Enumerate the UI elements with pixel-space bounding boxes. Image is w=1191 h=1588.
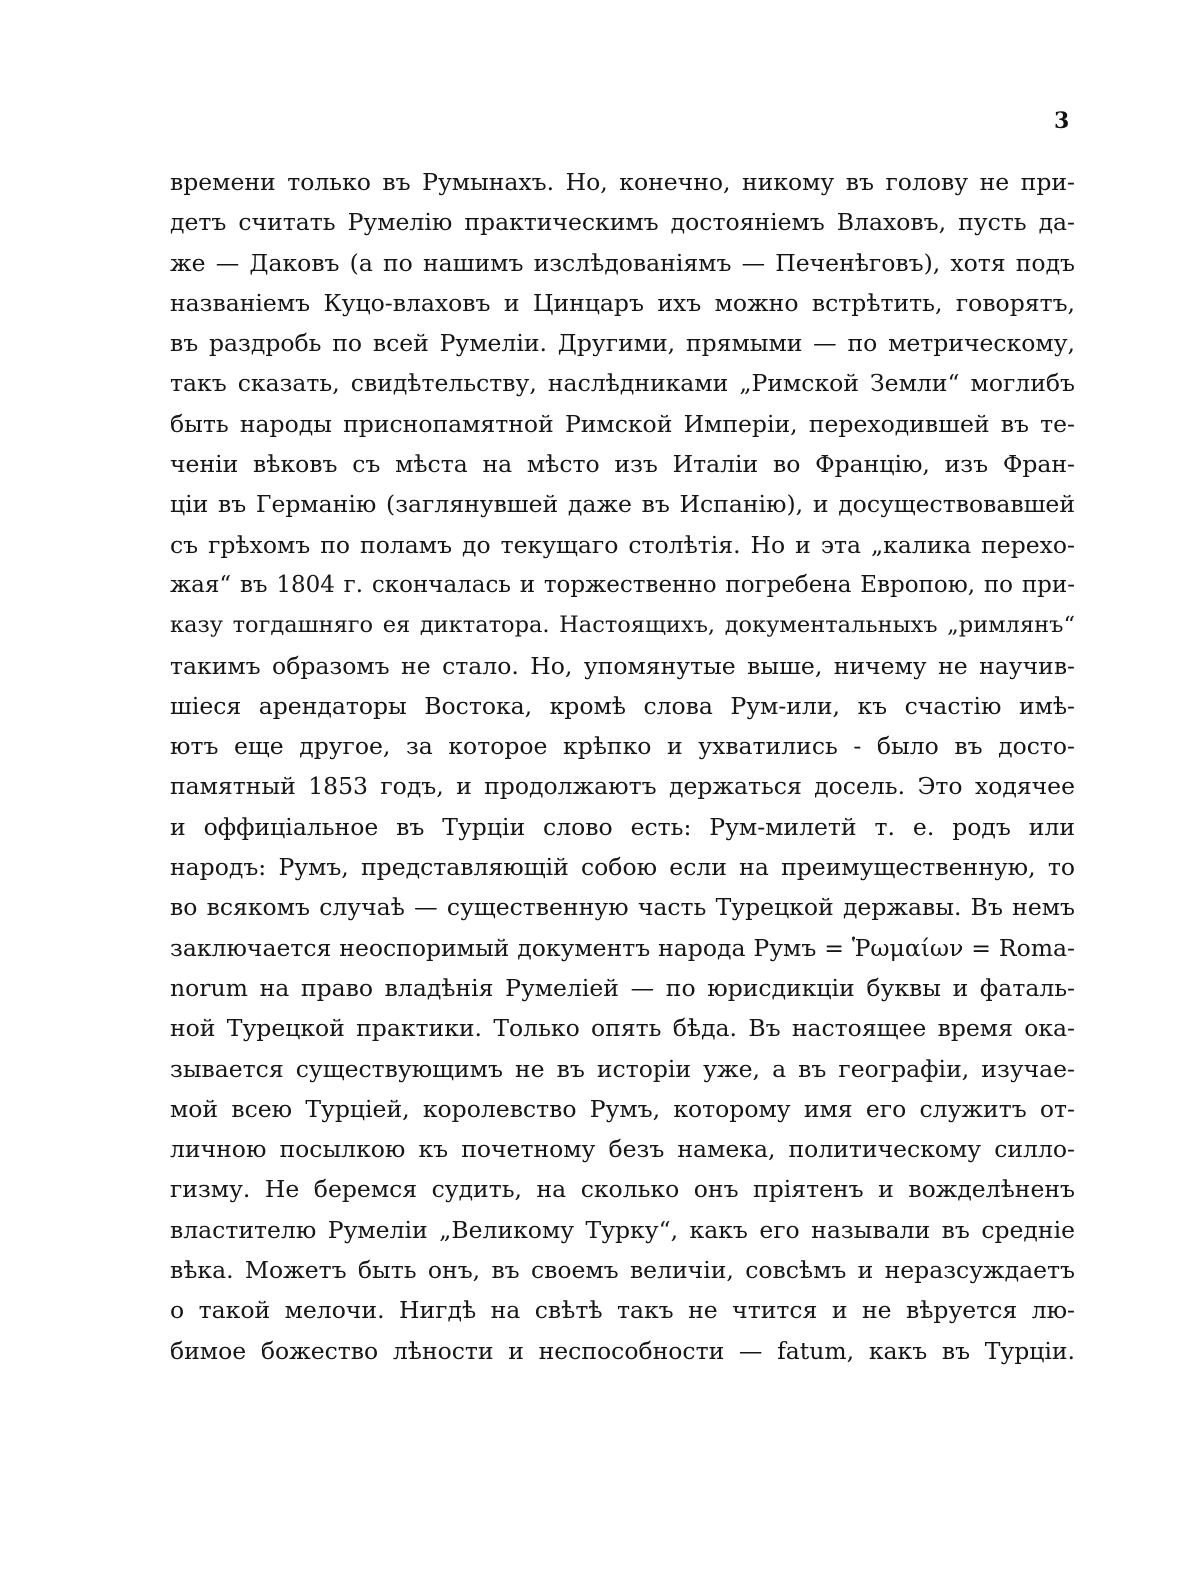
text-line: заключается неоспоримый документъ народа Румъ = Ῥωμαίων = Roma-	[170, 933, 1075, 962]
text-line: жая“ въ 1804 г. скончалась и торжественно погребена Европою, по при-	[170, 571, 1075, 598]
text-line: съ грѣхомъ по поламъ до текущаго столѣтія. Но и эта „калика перехо-	[170, 530, 1075, 559]
text-line: названіемъ Куцо-влаховъ и Цинцаръ ихъ можно встрѣтить, говорятъ,	[170, 288, 1075, 317]
body-text	[170, 162, 1075, 1371]
text-line: детъ считать Румелію практическимъ достояніемъ Влаховъ, пусть да-	[170, 208, 1075, 237]
text-line: ной Турецкой практики. Только опять бѣда. Въ настоящее время ока-	[170, 1014, 1075, 1043]
text-line: ціи въ Германію (заглянувшей даже въ Испанію), и досуществовавшей	[170, 490, 1075, 519]
text-line: въ раздробь по всей Румеліи. Другими, прямыми — по метрическому,	[170, 329, 1075, 358]
text-line: шіеся арендаторы Востока, кромѣ слова Рум-или, къ счастію имѣ-	[170, 691, 1075, 720]
text-line: времени только въ Румынахъ. Но, конечно, никому въ голову не при-	[170, 168, 1075, 196]
text-line: ютъ еще другое, за которое крѣпко и ухватились - было въ достo-	[170, 732, 1075, 761]
text-line: народъ: Румъ, представляющій собою если на преимущественную, то	[170, 853, 1075, 882]
text-line: личною посылкою къ почетному безъ намека, политическому силло-	[170, 1135, 1075, 1164]
text-line: ченіи вѣковъ съ мѣста на мѣсто изъ Италіи во Францію, изъ Фран-	[170, 450, 1075, 479]
text-line: norum на право владѣнія Румеліей — по юрисдикціи буквы и фаталь-	[170, 973, 1075, 1002]
text-line: о такой мелочи. Нигдѣ на свѣтѣ такъ не чтится и не вѣруется лю-	[170, 1296, 1075, 1325]
text-line: такъ сказать, свидѣтельству, наслѣдниками „Римской Земли“ моглибъ	[170, 369, 1075, 398]
text-line: бимое божество лѣности и неспособности — fatum, какъ въ Турціи.	[170, 1336, 1075, 1365]
text-line: и оффиціальное въ Турціи слово есть: Рум-милетй т. е. родъ или	[170, 812, 1075, 841]
text-line: памятный 1853 годъ, и продолжаютъ держаться досель. Это ходячее	[170, 772, 1075, 801]
text-line: такимъ образомъ не стало. Но, упомянутые выше, ничему не научив-	[170, 651, 1075, 680]
page-number: 3	[1054, 108, 1070, 134]
text-line: во всякомъ случаѣ — существенную часть Турецкой державы. Въ немъ	[170, 893, 1075, 922]
text-line: же — Даковъ (а по нашимъ изслѣдованіямъ — Печенѣговъ), хотя подъ	[170, 248, 1075, 277]
text-line: казу тогдашняго ея диктатора. Настоящихъ, документальныхъ „римлянъ“	[170, 612, 1075, 639]
text-line: зывается существующимъ не въ исторіи уже, а въ географіи, изучае-	[170, 1054, 1075, 1083]
text-line: быть народы приснопамятной Римской Имперіи, переходившей въ те-	[170, 409, 1075, 438]
text-line: вѣка. Можетъ быть онъ, въ своемъ величіи, совсѣмъ и неразсуждаетъ	[170, 1256, 1075, 1285]
text-line: мой всею Турціей, королевство Румъ, которому имя его служитъ от-	[170, 1094, 1075, 1123]
text-line: гизму. Не беремся судить, на сколько онъ пріятенъ и вожделѣненъ	[170, 1175, 1075, 1204]
text-line: властителю Румеліи „Великому Турку“, какъ его называли въ средніе	[170, 1215, 1075, 1244]
